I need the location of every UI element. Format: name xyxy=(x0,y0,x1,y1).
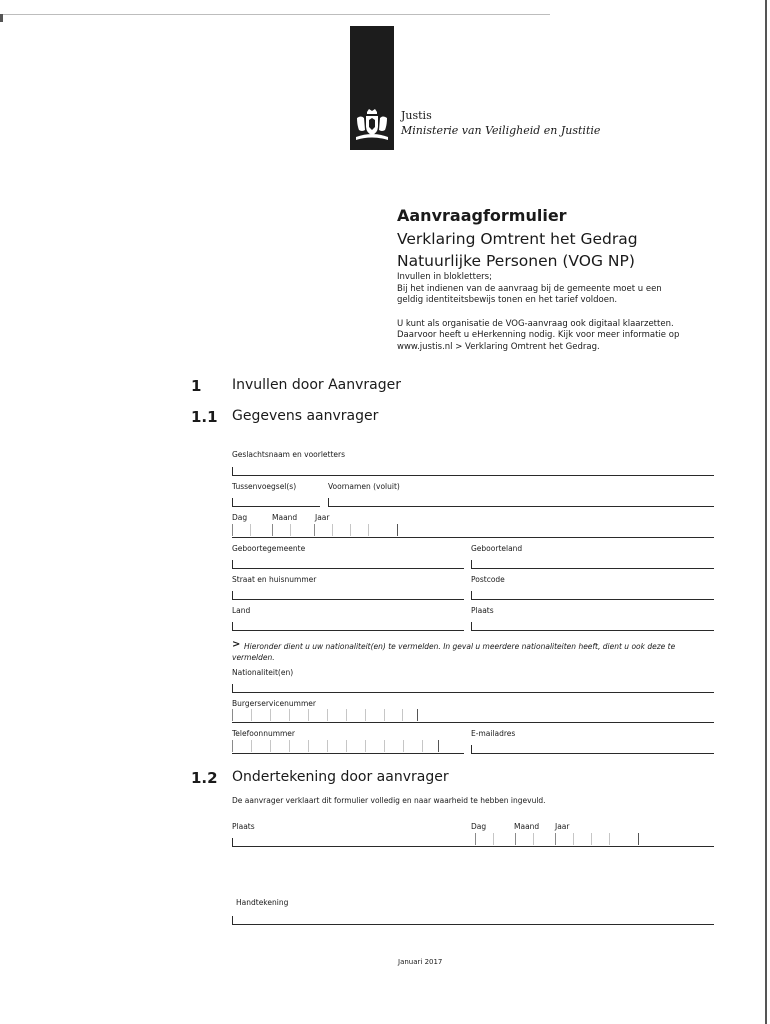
country-field[interactable] xyxy=(232,630,464,631)
birthplace-label: Geboortegemeente xyxy=(232,544,306,553)
nationality-label: Nationaliteit(en) xyxy=(232,668,294,677)
surname-field[interactable] xyxy=(232,475,714,476)
phone-field[interactable] xyxy=(232,753,464,754)
birth-date-field[interactable] xyxy=(232,537,714,538)
form-subtitle-1: Verklaring Omtrent het Gedrag xyxy=(397,230,638,248)
coat-of-arms-icon xyxy=(354,108,390,144)
form-subtitle-2: Natuurlijke Personen (VOG NP) xyxy=(397,252,635,270)
bsn-field[interactable] xyxy=(232,722,714,723)
instruction-2: Bij het indienen van de aanvraag bij de gemeente moet u een xyxy=(397,283,662,294)
birthcountry-label: Geboorteland xyxy=(471,544,523,553)
logo-bar xyxy=(350,26,394,150)
section-number: 1 xyxy=(191,377,202,395)
ministry-subtitle: Ministerie van Veiligheid en Justitie xyxy=(401,124,601,137)
surname-label: Geslachtsnaam en voorletters xyxy=(232,450,346,459)
info-2: Daarvoor heeft u eHerkenning nodig. Kijk voor meer informatie op xyxy=(397,330,680,340)
postcode-label: Postcode xyxy=(471,575,505,584)
firstnames-field[interactable] xyxy=(328,506,714,507)
org-name: Justis xyxy=(401,109,432,122)
sign-year-label: Jaar xyxy=(555,822,570,831)
scan-edge-right xyxy=(765,0,767,1024)
birthcountry-field[interactable] xyxy=(471,568,714,569)
sign-month-label: Maand xyxy=(514,822,540,831)
sign-place-date-field[interactable] xyxy=(232,846,714,847)
section-title: Invullen door Aanvrager xyxy=(232,377,402,393)
country-label: Land xyxy=(232,606,251,615)
signature-field[interactable] xyxy=(232,924,714,925)
email-field[interactable] xyxy=(471,753,714,754)
section-number: 1.1 xyxy=(191,408,218,426)
form-title: Aanvraagformulier xyxy=(397,206,567,225)
note-arrow-icon: > xyxy=(232,639,241,650)
birth-month-label: Maand xyxy=(272,513,298,522)
city-field[interactable] xyxy=(471,630,714,631)
instruction-3: geldig identiteitsbewijs tonen en het tarief voldoen. xyxy=(397,295,618,305)
bsn-label: Burgerservicenummer xyxy=(232,699,316,708)
ministry-name xyxy=(401,108,600,138)
instruction-1: Invullen in blokletters; xyxy=(397,272,492,282)
nationality-note: Hieronder dient u uw nationaliteit(en) te vermelden. In geval u meerdere nationaliteiten heeft, dient u ook deze te vermelden. xyxy=(232,642,676,662)
section-title: Ondertekening door aanvrager xyxy=(232,769,449,785)
prefix-field[interactable] xyxy=(232,506,320,507)
street-label: Straat en huisnummer xyxy=(232,575,317,584)
email-label: E-mailadres xyxy=(471,729,516,738)
birth-day-label: Dag xyxy=(232,513,248,522)
footer-date: Januari 2017 xyxy=(398,958,443,966)
sign-date-boxes[interactable] xyxy=(475,833,645,845)
section-title: Gegevens aanvrager xyxy=(232,408,379,424)
prefix-label: Tussenvoegsel(s) xyxy=(232,482,297,491)
birth-year-label: Jaar xyxy=(315,513,330,522)
postcode-field[interactable] xyxy=(471,599,714,600)
birthplace-field[interactable] xyxy=(232,568,464,569)
signature-label: Handtekening xyxy=(236,898,289,907)
city-label: Plaats xyxy=(471,606,494,615)
phone-label: Telefoonnummer xyxy=(232,729,296,738)
firstnames-label: Voornamen (voluit) xyxy=(328,482,400,491)
scan-edge-mark xyxy=(0,14,3,22)
sign-day-label: Dag xyxy=(471,822,487,831)
scan-edge-top xyxy=(0,14,550,15)
street-field[interactable] xyxy=(232,599,464,600)
birth-date-boxes[interactable] xyxy=(232,524,402,536)
nationality-field[interactable] xyxy=(232,692,714,693)
bsn-boxes[interactable] xyxy=(232,709,422,721)
phone-boxes[interactable] xyxy=(232,740,442,752)
info-1: U kunt als organisatie de VOG-aanvraag ook digitaal klaarzetten. xyxy=(397,318,674,329)
declaration-text: De aanvrager verklaart dit formulier volledig en naar waarheid te hebben ingevuld. xyxy=(232,796,546,805)
sign-place-label: Plaats xyxy=(232,822,255,831)
section-number: 1.2 xyxy=(191,769,218,787)
form-header xyxy=(397,206,717,353)
info-3: www.justis.nl > Verklaring Omtrent het Gedrag. xyxy=(397,341,600,352)
